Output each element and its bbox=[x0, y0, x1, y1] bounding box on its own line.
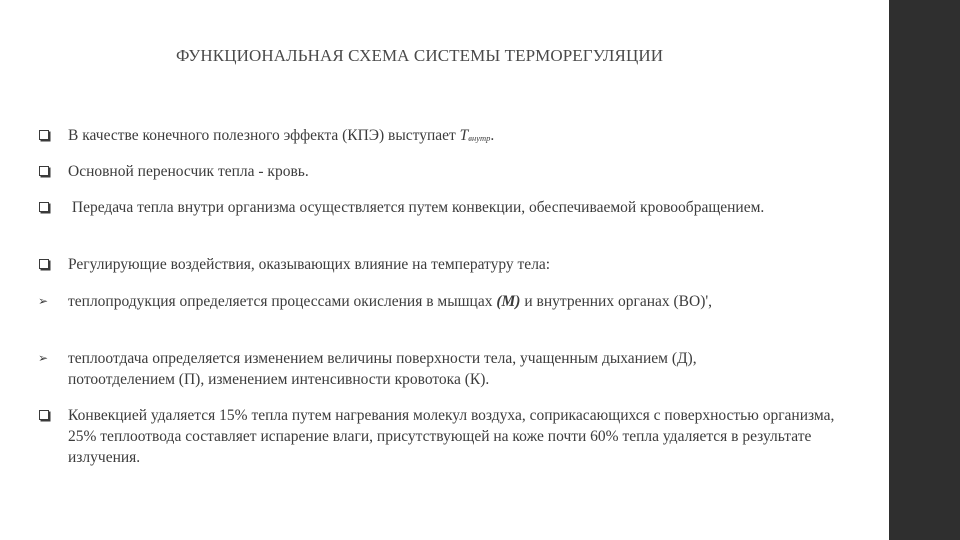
list-item bbox=[38, 197, 858, 218]
list-item-text: Основной переносчик тепла - кровь. bbox=[68, 163, 309, 180]
list-item-text bbox=[68, 291, 808, 312]
list-item-text-part: и внутренних органах (ВО)', bbox=[520, 293, 713, 310]
muscle-label: (М) bbox=[496, 293, 521, 310]
list-item-text: Регулирующие воздействия, оказывающих влияние на температуру тела: bbox=[68, 256, 551, 273]
temperature-subscript: внутр bbox=[468, 133, 491, 143]
list-item bbox=[38, 161, 858, 182]
side-bar bbox=[889, 0, 960, 540]
list-item-text: Передача тепла внутри организма осуществляется путем конвекции, обеспечиваемой кровообращением. bbox=[68, 199, 765, 216]
list-item-text: Конвекцией удаляется 15% тепла путем нагревания молекул воздуха, соприкасающихся с поверхностью организма, 25% теплоотвода составляет испарение влаги, присутствующей на коже почти 60% тепла удаляется в результате излучения. bbox=[68, 407, 835, 466]
list-item-text-part: В качестве конечного полезного эффекта (КПЭ) выступает bbox=[68, 127, 460, 144]
list-item-text: теплоотдача определяется изменением величины поверхности тела, учащенным дыханием (Д), потоотделением (П), изменением интенсивности кровотока (К). bbox=[68, 350, 697, 388]
list-item bbox=[38, 254, 858, 275]
list-item-text bbox=[68, 125, 858, 149]
list-item-text-part: теплопродукция определяется процессами окисления в мышцах bbox=[68, 293, 497, 310]
list-item-text-part: . bbox=[490, 127, 495, 144]
list-item: ➢ теплоотдача определяется изменением величины поверхности тела, учащенным дыханием (Д), потоотделением (П), изменением интенсивности кровотока (К). bbox=[38, 348, 858, 390]
list-item bbox=[38, 125, 858, 149]
slide-title: ФУНКЦИОНАЛЬНАЯ СХЕМА СИСТЕМЫ ТЕРМОРЕГУЛЯЦИИ bbox=[176, 46, 664, 65]
temperature-symbol: T bbox=[459, 127, 469, 144]
list-item: ➢ теплопродукция определяется процессами окисления в мышцах (М) и внутренних органах (ВО)', bbox=[38, 291, 858, 312]
list-item bbox=[38, 405, 858, 468]
